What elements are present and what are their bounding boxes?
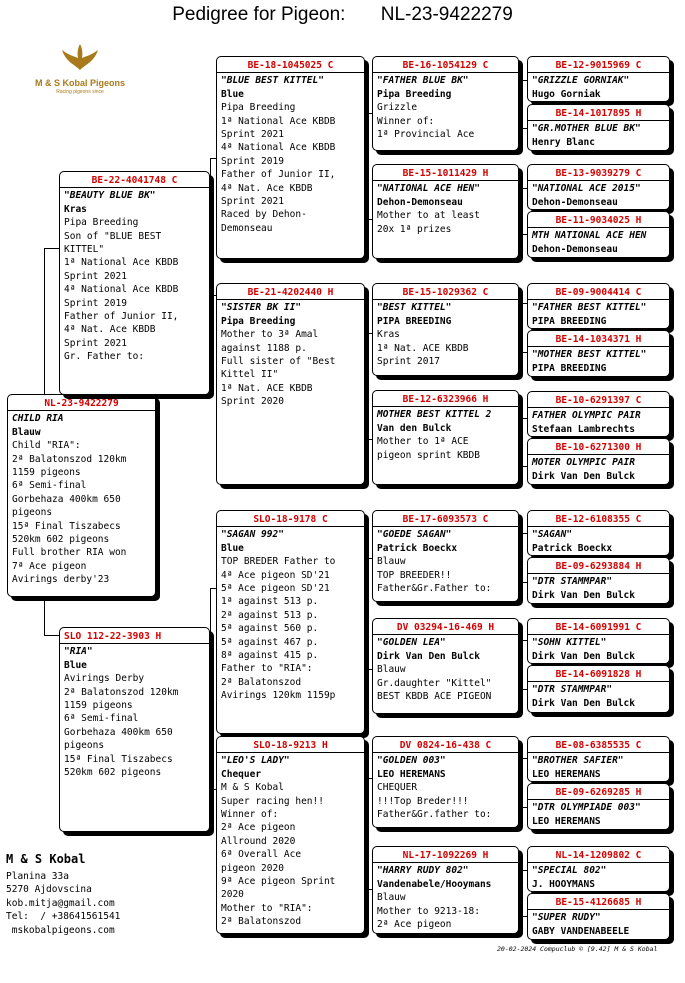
ring-number: BE-10-6291397 C — [555, 395, 642, 406]
note-line: 4ª National Ace KBDB — [221, 142, 336, 154]
note-line: Pipa Breeding — [221, 102, 296, 114]
pigeon-card-gen4-9[interactable] — [527, 510, 670, 556]
note-line: 5ª Ace pigeon SD'21 — [221, 583, 330, 595]
note-line: 520km 602 pigeons — [64, 767, 162, 779]
note-line: !!!Top Breder!!! — [377, 795, 469, 807]
note-line: 6ª Semi-final — [64, 713, 139, 725]
footer-text: 20-02-2024 Compuclub © [9.42] M & S Kobal — [497, 945, 658, 953]
note-line: 4ª National Ace KBDB — [64, 284, 179, 296]
note-line: BEST KBDB ACE PIGEON — [377, 691, 492, 703]
ring-number: BE-14-6091991 C — [555, 622, 642, 633]
pigeon-card-gen4-1[interactable] — [527, 56, 670, 102]
divider — [528, 573, 669, 574]
note-line: Avirings Derby — [64, 673, 145, 685]
pigeon-color: Patrick Boeckx — [377, 542, 458, 554]
divider — [528, 299, 669, 300]
note-line: Full sister of "Best — [221, 356, 336, 368]
note-line: Avirings derby'23 — [12, 574, 110, 586]
pigeon-name: "DTR STAMMPAR" — [532, 576, 613, 588]
pigeon-card-gen4-14[interactable] — [527, 783, 670, 830]
pigeon-color: LEO HEREMANS — [532, 815, 601, 827]
owner-info — [6, 853, 120, 937]
ring-number: NL-23-9422279 — [44, 398, 119, 409]
note-line: Son of "BLUE BEST — [64, 230, 162, 242]
note-line: Gorbehaza 400km 650 — [64, 726, 173, 738]
pigeon-color: LEO HEREMANS — [532, 768, 601, 780]
note-line: 2020 — [221, 889, 244, 901]
title-ring: NL-23-9422279 — [380, 4, 513, 25]
note-line: 4ª Nat. Ace KBDB — [221, 182, 313, 194]
pigeon-color: Blue — [64, 659, 87, 671]
logo-name: M & S Kobal Pigeons — [34, 78, 125, 88]
ring-number: BE-22-4041748 C — [91, 175, 178, 186]
pigeon-name: FATHER OLYMPIC PAIR — [532, 410, 641, 422]
note-line: Sprint 2017 — [377, 356, 440, 368]
note-line: 1ª Provincial Ace — [377, 129, 475, 141]
pigeon-card-fm[interactable] — [216, 283, 365, 485]
pigeon-color: Pipa Breeding — [221, 315, 296, 327]
note-line: pigeons — [64, 740, 105, 752]
note-line: Full brother RIA won — [12, 547, 127, 559]
ring-number: BE-12-6323966 H — [402, 394, 489, 405]
note-line: 1159 pigeons — [12, 467, 81, 479]
note-line: Kras — [377, 329, 400, 341]
pigeon-name: "FATHER BLUE BK" — [377, 75, 469, 87]
pigeon-color: GABY VANDENABEELE — [532, 925, 630, 937]
divider — [217, 752, 364, 753]
ring-number: BE-12-9015969 C — [555, 60, 642, 71]
pigeon-card-mf[interactable] — [216, 510, 365, 734]
divider — [528, 227, 669, 228]
divider — [528, 407, 669, 408]
divider — [217, 526, 364, 527]
note-line: 9ª Ace pigeon Sprint — [221, 876, 336, 888]
pigeon-card-ffm[interactable] — [372, 164, 519, 259]
pigeon-name: CHILD RIA — [12, 413, 64, 425]
pigeon-color: Hugo Gorniak — [532, 88, 601, 100]
pigeon-color: Dirk Van Den Bulck — [532, 589, 635, 601]
connector-line — [365, 113, 372, 220]
pigeon-name: "BEAUTY BLUE BK" — [64, 190, 156, 202]
connector-line — [365, 558, 372, 670]
note-line: Grizzle — [377, 102, 418, 114]
note-line: 4ª Ace pigeon SD'21 — [221, 569, 330, 581]
divider — [373, 72, 518, 73]
note-line: 520km 602 pigeons — [12, 534, 110, 546]
pigeon-color: Blue — [221, 88, 244, 100]
divider — [373, 526, 518, 527]
divider — [528, 799, 669, 800]
note-line: Winner of: — [221, 809, 279, 821]
note-line: 1ª Nat. ACE KBDB — [221, 382, 313, 394]
pigeon-card-mother[interactable] — [59, 627, 210, 832]
pigeon-name: "SISTER BK II" — [221, 302, 302, 314]
note-line: 1159 pigeons — [64, 700, 133, 712]
ring-number: BE-14-6091828 H — [555, 669, 642, 680]
connector-line — [44, 597, 60, 636]
note-line: Sprint 2019 — [64, 297, 127, 309]
note-line: Sprint 2021 — [64, 270, 127, 282]
note-line: 7ª Ace pigeon — [12, 560, 87, 572]
ring-number: BE-10-6271300 H — [555, 442, 642, 453]
pigeon-card-mfm[interactable] — [372, 618, 519, 714]
note-line: Mother to at least — [377, 210, 480, 222]
ring-number: BE-15-4126685 H — [555, 897, 642, 908]
note-line: 15ª Final Tiszabecs — [64, 753, 173, 765]
divider — [60, 187, 209, 188]
ring-number: BE-13-9039279 C — [555, 168, 642, 179]
pigeon-card-gen4-15[interactable] — [527, 846, 670, 892]
pigeon-card-gen4-4[interactable] — [527, 211, 670, 258]
divider — [217, 72, 364, 73]
note-line: 2ª Balatonszod 120km — [12, 453, 127, 465]
note-line: Blauw — [377, 892, 406, 904]
pigeon-color: Patrick Boeckx — [532, 542, 613, 554]
divider — [528, 346, 669, 347]
note-line: 2ª Ace pigeon — [221, 822, 296, 834]
pigeon-logo-icon — [60, 42, 100, 74]
pigeon-card-gen4-7[interactable] — [527, 391, 670, 437]
note-line: Raced by Dehon- — [221, 209, 307, 221]
note-line: Sprint 2021 — [64, 337, 127, 349]
pigeon-name: MOTHER BEST KITTEL 2 — [377, 409, 492, 421]
note-line: CHEQUER — [377, 782, 418, 794]
ring-number: BE-14-1017895 H — [555, 108, 642, 119]
note-line: 1ª against 513 p. — [221, 596, 319, 608]
note-line: 2ª Balatonszod 120km — [64, 686, 179, 698]
owner-website[interactable]: mskobalpigeons.com — [6, 924, 115, 936]
pigeon-color: Van den Bulck — [377, 422, 452, 434]
note-line: TOP BREDER Father to — [221, 556, 336, 568]
note-line: 1ª National Ace KBDB — [221, 115, 336, 127]
note-line: 8ª against 415 p. — [221, 650, 319, 662]
note-line: pigeon sprint KBDB — [377, 449, 480, 461]
ring-number: SLO-18-9213 H — [253, 740, 328, 751]
note-line: Father of Junior II, — [221, 169, 336, 181]
pigeon-name: "SOHN KITTEL" — [532, 637, 607, 649]
note-line: Winner of: — [377, 115, 435, 127]
pigeon-card-mm[interactable] — [216, 736, 365, 934]
connector-line — [365, 778, 372, 890]
title-label: Pedigree for Pigeon: — [172, 4, 346, 25]
note-line: 5ª against 467 p. — [221, 636, 319, 648]
pigeon-color: Chequer — [221, 768, 262, 780]
note-line: against 1188 p. — [221, 342, 307, 354]
pigeon-color: PIPA BREEDING — [377, 315, 452, 327]
ring-number: NL-17-1092269 H — [402, 850, 489, 861]
pigeon-name: "GOEDE SAGAN" — [377, 529, 452, 541]
ring-number: DV 0824-16-438 C — [399, 740, 492, 751]
divider — [528, 526, 669, 527]
owner-address: Planina 33a — [6, 870, 69, 882]
page-title — [0, 4, 685, 26]
pigeon-card-fmm[interactable] — [372, 390, 519, 485]
note-line: Blauw — [377, 556, 406, 568]
note-line: Father to "RIA": — [221, 663, 313, 675]
note-line: 6ª Semi-final — [12, 480, 87, 492]
note-line: 5ª against 560 p. — [221, 623, 319, 635]
pigeon-color: Dirk Van Den Bulck — [532, 470, 635, 482]
ring-number: BE-09-6269285 H — [555, 787, 642, 798]
pigeon-card-gen4-5[interactable] — [527, 283, 670, 329]
pigeon-card-fmf[interactable] — [372, 283, 519, 376]
pigeon-color: PIPA BREEDING — [532, 362, 607, 374]
connector-line — [365, 333, 372, 440]
note-line: 2ª Balatonszod — [221, 676, 302, 688]
note-line: 2ª against 513 p. — [221, 609, 319, 621]
pigeon-name: "NATIONAL ACE HEN" — [377, 183, 480, 195]
ring-number: BE-17-6093573 C — [402, 514, 489, 525]
ring-number: SLO 112-22-3903 H — [64, 631, 162, 642]
pigeon-name: "BEST KITTEL" — [377, 302, 452, 314]
pigeon-color: Dirk Van Den Bulck — [377, 650, 480, 662]
pigeon-color: LEO HEREMANS — [377, 768, 446, 780]
pigeon-card-gen4-2[interactable] — [527, 104, 670, 151]
ring-number: BE-15-1029362 C — [402, 287, 489, 298]
note-line: Pipa Breeding — [64, 217, 139, 229]
owner-name: M & S Kobal — [6, 852, 86, 866]
pigeon-card-gen4-6[interactable] — [527, 330, 670, 377]
divider — [528, 120, 669, 121]
divider — [373, 406, 518, 407]
pigeon-name: "GR.MOTHER BLUE BK" — [532, 123, 641, 135]
divider — [373, 299, 518, 300]
note-line: Father&Gr.Father to: — [377, 583, 492, 595]
pigeon-color: Dirk Van Den Bulck — [532, 650, 635, 662]
note-line: Blauw — [377, 664, 406, 676]
pigeon-color: J. HOOYMANS — [532, 878, 595, 890]
note-line: 1ª National Ace KBDB — [64, 257, 179, 269]
divider — [8, 410, 155, 411]
ring-number: BE-09-6293884 H — [555, 561, 642, 572]
note-line: 2ª Balatonszod — [221, 916, 302, 928]
note-line: Allround 2020 — [221, 835, 296, 847]
note-line: Mother to 3ª Amal — [221, 329, 319, 341]
divider — [528, 454, 669, 455]
ring-number: BE-16-1054129 C — [402, 60, 489, 71]
pigeon-card-gen4-3[interactable] — [527, 164, 670, 210]
ring-number: BE-21-4202440 H — [247, 287, 334, 298]
note-line: Kittel II" — [221, 369, 279, 381]
pigeon-name: "RIA" — [64, 646, 93, 658]
note-line: pigeon 2020 — [221, 862, 284, 874]
ring-number: BE-11-9034025 H — [555, 215, 642, 226]
logo-tagline: Racing pigeons since — [56, 89, 104, 95]
note-line: 2ª Ace pigeon — [377, 919, 452, 931]
note-line: Demonseau — [221, 222, 273, 234]
note-line: TOP BREEDER!! — [377, 569, 452, 581]
pigeon-name: "BLUE BEST KITTEL" — [221, 75, 324, 87]
note-line: Father&Gr.father to: — [377, 809, 492, 821]
ring-number: BE-08-6385535 C — [555, 740, 642, 751]
ring-number: DV 03294-16-469 H — [396, 622, 495, 633]
note-line: Gr. Father to: — [64, 351, 145, 363]
divider — [60, 643, 209, 644]
connector-line — [44, 248, 60, 395]
pigeon-card-gen4-11[interactable] — [527, 618, 670, 664]
pigeon-card-gen4-8[interactable] — [527, 438, 670, 485]
note-line: 4ª Nat. Ace KBDB — [64, 324, 156, 336]
ring-number: NL-14-1209802 C — [555, 850, 642, 861]
divider — [528, 634, 669, 635]
pigeon-name: "SPECIAL 802" — [532, 865, 607, 877]
ring-number: BE-14-1034371 H — [555, 334, 642, 345]
pigeon-name: "FATHER BEST KITTEL" — [532, 302, 647, 314]
pigeon-name: "GOLDEN 003" — [377, 755, 446, 767]
divider — [373, 862, 518, 863]
divider — [528, 180, 669, 181]
note-line: 6ª Overall Ace — [221, 849, 302, 861]
note-line: 20x 1ª prizes — [377, 223, 452, 235]
divider — [373, 634, 518, 635]
pigeon-name: "DTR STAMMPAR" — [532, 684, 613, 696]
note-line: Sprint 2019 — [221, 155, 284, 167]
pigeon-color: Pipa Breeding — [377, 88, 452, 100]
note-line: KITTEL" — [64, 244, 105, 256]
owner-phone: Tel: / +38641561541 — [6, 911, 121, 922]
note-line: Sprint 2021 — [221, 129, 284, 141]
pigeon-name: MOTER OLYMPIC PAIR — [532, 457, 635, 469]
pigeon-card-mmf[interactable] — [372, 736, 519, 828]
pigeon-card-gen4-16[interactable] — [527, 893, 670, 940]
note-line: Mother to 9213-18: — [377, 905, 480, 917]
pigeon-name: "SAGAN" — [532, 529, 573, 541]
pigeon-name: "MOTHER BEST KITTEL" — [532, 349, 647, 361]
pigeon-card-mmm[interactable] — [372, 846, 519, 934]
pigeon-color: Dehon-Demonseau — [532, 243, 618, 255]
pigeon-card-subject[interactable] — [7, 394, 156, 597]
owner-email[interactable]: kob.mitja@gmail.com — [6, 897, 115, 909]
pigeon-card-gen4-12[interactable] — [527, 665, 670, 713]
note-line: 15ª Final Tiszabecs — [12, 520, 121, 532]
ring-number: BE-15-1011429 H — [402, 168, 489, 179]
note-line: Sprint 2021 — [221, 196, 284, 208]
note-line: Mother to "RIA": — [221, 902, 313, 914]
pigeon-card-gen4-10[interactable] — [527, 557, 670, 604]
divider — [528, 862, 669, 863]
note-line: Avirings 120km 1159p — [221, 690, 336, 702]
pigeon-color: Blue — [221, 542, 244, 554]
pigeon-name: "DTR OLYMPIADE 003" — [532, 802, 641, 814]
pigeon-color: Dehon-Demonseau — [532, 196, 618, 208]
pigeon-card-ff[interactable] — [216, 56, 365, 259]
note-line: Super racing hen!! — [221, 795, 324, 807]
pigeon-name: MTH NATIONAL ACE HEN — [532, 230, 647, 242]
divider — [528, 752, 669, 753]
note-line: Sprint 2020 — [221, 396, 284, 408]
divider — [528, 681, 669, 682]
note-line: 1ª Nat. ACE KBDB — [377, 342, 469, 354]
note-line: pigeons — [12, 507, 53, 519]
pigeon-color: Dehon-Demonseau — [377, 196, 463, 208]
ring-number: BE-18-1045025 C — [247, 60, 334, 71]
pigeon-color: Dirk Van Den Bulck — [532, 697, 635, 709]
pigeon-color: Stefaan Lambrechts — [532, 423, 635, 435]
pigeon-name: "SUPER RUDY" — [532, 912, 601, 924]
ring-number: BE-12-6108355 C — [555, 514, 642, 525]
pigeon-color: Blauw — [12, 426, 41, 438]
divider — [217, 299, 364, 300]
pigeon-color: Vandenabele/Hooymans — [377, 878, 492, 890]
divider — [528, 72, 669, 73]
pigeon-name: "SAGAN 992" — [221, 529, 284, 541]
pigeon-color: Kras — [64, 203, 87, 215]
divider — [373, 752, 518, 753]
ring-number: BE-09-9004414 C — [555, 287, 642, 298]
pigeon-name: "HARRY RUDY 802" — [377, 865, 469, 877]
pigeon-card-mff[interactable] — [372, 510, 519, 602]
pigeon-color: PIPA BREEDING — [532, 315, 607, 327]
pigeon-card-gen4-13[interactable] — [527, 736, 670, 782]
pigeon-color: Henry Blanc — [532, 136, 595, 148]
note-line: M & S Kobal — [221, 782, 284, 794]
note-line: Gorbehaza 400km 650 — [12, 493, 121, 505]
pigeon-name: "GOLDEN LEA" — [377, 637, 446, 649]
pigeon-name: "NATIONAL ACE 2015" — [532, 183, 641, 195]
pigeon-name: "GRIZZLE GORNIAK" — [532, 75, 630, 87]
divider — [373, 180, 518, 181]
pigeon-card-father[interactable] — [59, 171, 210, 395]
note-line: Father of Junior II, — [64, 311, 179, 323]
note-line: Gr.daughter "Kittel" — [377, 677, 492, 689]
note-line: Mother to 1ª ACE — [377, 436, 469, 448]
ring-number: SLO-18-9178 C — [253, 514, 328, 525]
pigeon-name: "LEO'S LADY" — [221, 755, 290, 767]
note-line: Child "RIA": — [12, 440, 81, 452]
owner-city: 5270 Ajdovscina — [6, 884, 92, 895]
pigeon-name: "BROTHER SAFIER" — [532, 755, 624, 767]
divider — [528, 909, 669, 910]
pigeon-card-fff[interactable] — [372, 56, 519, 151]
logo — [20, 42, 140, 95]
